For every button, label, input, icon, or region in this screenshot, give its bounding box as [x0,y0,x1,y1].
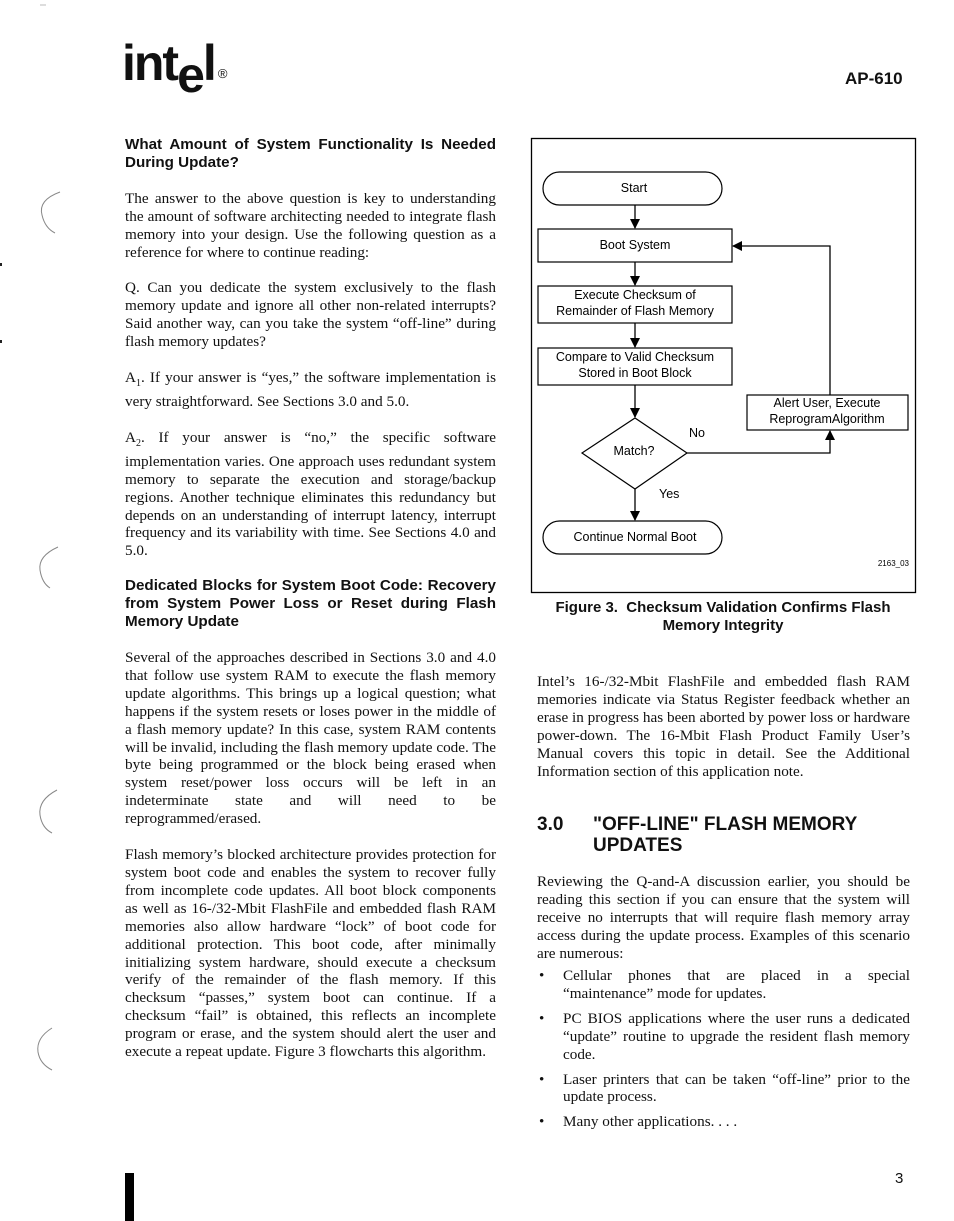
right-column [537,673,910,1138]
list-item-text: Cellular phones that are placed in a special “maintenance” mode for updates. [563,966,910,1002]
answer-2-subscript: 2 [135,437,141,449]
answer-2-label: A [125,428,136,446]
node-continue-label: Continue Normal Boot [573,530,697,544]
list-item [537,967,910,1003]
node-compare [538,348,732,385]
list-item [537,1071,910,1107]
paragraph-status-register [537,673,910,780]
blocked-architecture-text: Flash memory’s blocked architecture provides protection for system boot code and enables the system to recover fully from incomplete code updates. All boot block components as well as 16-/32-Mbit FlashFile and embedded flash RAM memories also allow hardware “lock” of boot code for additional protection. This boot code, after minimally initializing system hardware, should execute a checksum verify of the remainder of the flash memory. If this checksum “passes,” system boot can continue. If a checksum “fail” is obtained, this reflects an incomplete program or erase, and the system should alert the user and execute a repeat update. Figure 3 flowcharts this algorithm. [125,846,496,1061]
section-title-line2: UPDATES [593,835,683,857]
node-alert-line1: Alert User, Execute [773,396,881,410]
node-boot-system-label: Boot System [599,238,671,252]
intro-text: The answer to the above question is key to understanding the amount of software architecting needed to integrate flash memory into your design. Use the following question as a reference for where to continue reading: [125,189,496,261]
logo-text: int [122,35,178,91]
document-number: AP-610 [845,69,903,88]
question-text: Q. Can you dedicate the system exclusively to the flash memory update and ignore all other non-related interrupts? Said another way, can you take the system “off-line” during flash memory updates? [125,279,496,351]
status-register-text: Intel’s 16-/32-Mbit FlashFile and embedded flash RAM memories indicate via Status Register feedback whether an erase in progress has been aborted by power loss or hardware power-down. The 16-Mbit Flash Product Family User’s Manual covers this topic in detail. See the Additional Information section of this application note. [537,673,910,780]
section-number: 3.0 [537,814,564,836]
answer-1-text: . If your answer is “yes,” the software implementation is very straightforward. See Sections 3.0 and 5.0. [125,369,496,410]
answer-1-label: A [125,369,136,387]
list-item [537,1010,910,1064]
system-ram-text: Several of the approaches described in Sections 3.0 and 4.0 that follow use system RAM to execute the flash memory update algorithms. This brings up a logical question; what happens if the system resets or loses power in the middle of a flash memory update? In this case, system RAM contents will be invalid, including the flash memory update code. The byte being programmed or the block being erased when system reset/power loss occurs will be left in an indeterminate state and will need to be reprogrammed/erased. [125,649,496,828]
arrow-no-to-alert [687,431,830,453]
logo-text-l: l [202,35,215,91]
node-execute-checksum-line2: Remainder of Flash Memory [556,304,714,318]
bullet-icon: • [539,1113,545,1131]
section-title-line1: "OFF-LINE" FLASH MEMORY [593,814,858,836]
list-item [537,1113,910,1131]
figure-3-flowchart [0,0,954,600]
page-number: 3 [895,1170,904,1187]
figure-caption-line1: Figure 3. Checksum Validation Confirms Flash [555,599,891,616]
answer-2-text: . If your answer is “no,” the specific software implementation varies. One approach uses redundant system memory to separate the execution and storage/backup regions. Another technique eliminates this redundancy but depends on an understanding of interrupt latency, interrupt frequency and its variability with time. See Sections 4.0 and 5.0. [125,428,496,560]
list-item-text: Many other applications. . . . [563,1113,738,1131]
edge-label-no: No [689,426,705,440]
arrow-alert-to-boot [733,246,830,395]
heading-dedicated-blocks: Dedicated Blocks for System Boot Code: Recovery from System Power Loss or Reset during Flash Memory Update [125,577,496,631]
node-compare-line2: Stored in Boot Block [578,366,692,380]
node-decision-match [582,418,687,489]
edge-label-yes: Yes [659,487,680,501]
node-execute-checksum-line1: Execute Checksum of [574,288,696,302]
list-item-text: Laser printers that can be taken “off-line” prior to the update process. [563,1070,910,1106]
paragraph-system-ram [125,649,496,828]
heading-system-functionality: What Amount of System Functionality Is Needed During Update? [125,136,496,171]
change-bar [125,1173,134,1221]
paragraph-offline-intro [537,873,910,963]
bullet-icon: • [539,1070,545,1088]
paragraph-blocked-architecture [125,846,496,1061]
bullet-icon: • [539,1009,545,1027]
bullet-icon: • [539,966,545,984]
list-item-text: PC BIOS applications where the user runs a dedicated “update” routine to upgrade the resident flash memory code. [563,1009,910,1063]
node-boot-system [538,229,732,262]
node-compare-line1: Compare to Valid Checksum [555,350,715,364]
node-start [543,172,722,205]
registered-mark-icon: ® [217,66,228,81]
node-alert-user [747,395,908,430]
node-decision-label: Match? [613,444,655,458]
figure-id: 2163_03 [877,559,909,568]
offline-intro-text: Reviewing the Q-and-A discussion earlier, you should be reading this section if you can ensure that the system will receive no interrupts that will require flash memory array access during the update process. Examples of this scenario are numerous: [537,873,910,963]
node-alert-line2: ReprogramAlgorithm [769,412,885,426]
node-continue-normal-boot [543,521,722,554]
figure-caption [531,599,915,635]
section-3-heading [537,814,910,856]
node-execute-checksum [538,286,732,323]
examples-list [537,967,910,1131]
node-start-label: Start [620,181,648,195]
answer-1-subscript: 1 [135,378,141,390]
logo-text-e: e [177,47,203,103]
figure-caption-line2: Memory Integrity [662,617,784,634]
section-title [593,814,857,856]
